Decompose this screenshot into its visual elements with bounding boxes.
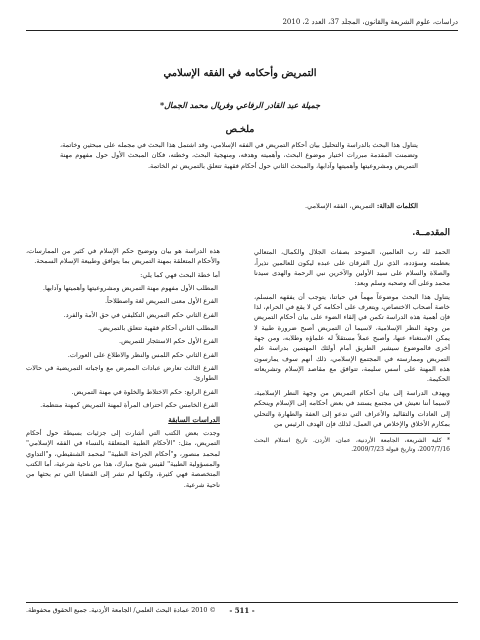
page-footer	[26, 602, 458, 618]
footnote-divider	[380, 433, 450, 434]
previous-studies-text: وجدت بعض الكتب التي أشارت إلى جزئيات بسيطة حول أحكام التمريض، مثل: "الأحكام الطبية المتعلقة بالنساء في الفقه الإسلامي" لمحمد منصور، و"أحكام الجراحة الطبية" لمحمد الشنقيطي، و"التداوي والمسؤولية الطبية" لقيس شيخ مبارك، هذا من ناحية شرعية، أما الكتب المتخصصة فهي كثيرة، ولكنها لم تشر إلى القضايا التي تم بحثها من ناحية شرعية.	[26, 428, 220, 489]
plan-item: الفرع الثاني حكم التمريض التكليفي في حق الأمة والفرد.	[63, 310, 218, 319]
copyright-notice: © 2010 عمادة البحث العلمي/ الجامعة الأردنية. جميع الحقوق محفوظة.	[26, 606, 216, 614]
plan-item: الفرع الثالث تعارض عبادات الممرض مع واجباته التمريضية في حالات الطوارئ.	[26, 364, 218, 383]
plan-item: المطلب الثاني أحكام فقهية تتعلق بالتمريض.	[97, 324, 218, 333]
right-column	[254, 228, 450, 598]
page-number: - 511 -	[229, 606, 255, 615]
paper-title: التمريض وأحكامه في الفقه الإسلامي	[163, 68, 317, 79]
left-column	[26, 246, 220, 584]
plan-item: الفرع الثاني حكم اللمس والنظر والاطلاع على العورات.	[67, 350, 218, 359]
intro-paragraph-2: يتناول هذا البحث موضوعاً مهماً في حياتنا، يتوجب أن يفقهه المسلم، خاصة أصحاب الاختصاص، ويتعرف على أحكامه كي لا يقع في الحرام، لذا فإن أهمية هذه الدراسة تكمن في إلقاء الضوء على بيان أحكام التمريض من وجهة النظر الإسلامية، لاسيما أن التمريض أصبح ضرورة طبية لا يمكن الاستغناء عنها، وأصبح عملاً مستقلاً له علماؤه وطلابه، ومن جهة أخرى فالموضوع سيشير الطريق أمام أولئك المهتمين بدراسة علم التمريض وممارسته في المجتمع الإسلامي، ذلك أنهم سوف يمارسون هذه المهنة على أسس سليمة، تتوافق مع مقاصد الإسلام وتشريعاته الحكيمة.	[254, 292, 450, 384]
keywords-line	[60, 201, 418, 211]
keywords-label: الكلمات الدالة:	[376, 202, 418, 210]
paper-authors: جميلة عبد القادر الرفاعي وفريال محمد الجمال*	[159, 100, 321, 110]
abstract-text: يتناول هذا البحث بالدراسة والتحليل بيان أحكام التمريض في الفقه الإسلامي، وقد اشتمل هذا البحث في مجمله على مبحثين وخاتمة، وتضمنت المقدمة مبررات اختيار موضوع البحث، وأهميته وهدفه، ومنهجية البحث، وخطته، فكان المبحث الأول حول مفهوم مهنة التمريض ومشروعيتها وأهميتها وآدابها، والمبحث الثاني حول أحكام فقهية تتعلق بالتمريض ثم الخاتمة.	[60, 141, 418, 170]
journal-header: دراسات، علوم الشريعة والقانون، المجلّد 37، العدد 2، 2010	[26, 18, 458, 31]
plan-item: الفرع الأول معنى التمريض لغة واصطلاحاً.	[104, 297, 218, 306]
introduction-heading: المقدمــة.	[412, 228, 450, 238]
plan-intro: أما خطة البحث فهي كما يلي:	[140, 270, 220, 279]
plan-item: الفرع الخامس حكم احتراف المرأة لمهنة التمريض كمهنة منتظمة.	[40, 401, 218, 410]
intro-paragraph-3: ويهدف الدراسة إلى بيان أحكام التمريض من وجهة النظر الإسلامية، لاسيما أننا نعيش في مجتمع يستند في بعض أحكامه إلى الإسلام وينحكم إلى العادات والتقاليد والأعراف التي تدعو إلى العفة والطهارة والتحلي بمكارم الأخلاق والإخلاص في العمل، لذلك فإن الهدف الرئيس من	[254, 388, 450, 428]
abstract-heading: ملخـص	[225, 124, 255, 135]
keywords-value: التمريض، الفقه الإسلامي.	[305, 202, 375, 210]
plan-item: الفرع الرابع: حكم الاختلاط والخلوة في مهنة التمريض.	[71, 387, 218, 396]
intro-paragraph-1: الحمد لله رب العالمين، المتوحد بصفات الجلال والكمال، المتعالي بعظمته وسؤدده، الذي نزل الفرقان على عبده ليكون للعالمين نذيراً، والصلاة والسلام على سيد الأولين والآخرين نبي الرحمة والهدى سيدنا محمد وعلى آله وصحبه وسلم وبعد:	[254, 248, 450, 288]
intro-continuation: هذه الدراسة هو بيان وتوضيح حكم الإسلام في كثير من الممارسات، والأحكام المتعلقة بمهنة التمريض بما يتوافق وطبيعة الإسلام السمحة.	[26, 247, 220, 266]
plan-item: الفرع الأول حكم الاستئجار للتمريض.	[119, 337, 218, 346]
previous-studies-heading: الدراسات السابقة	[168, 415, 220, 425]
author-footnote: * كلية الشريعة، الجامعة الأردنية، عمان، الأردن. تاريخ استلام البحث 2007/7/16، وتاريخ قبوله 2009/7/23.	[254, 437, 450, 454]
plan-item: المطلب الأول مفهوم مهنة التمريض ومشروعيتها وأهميتها وآدابها.	[42, 284, 218, 293]
